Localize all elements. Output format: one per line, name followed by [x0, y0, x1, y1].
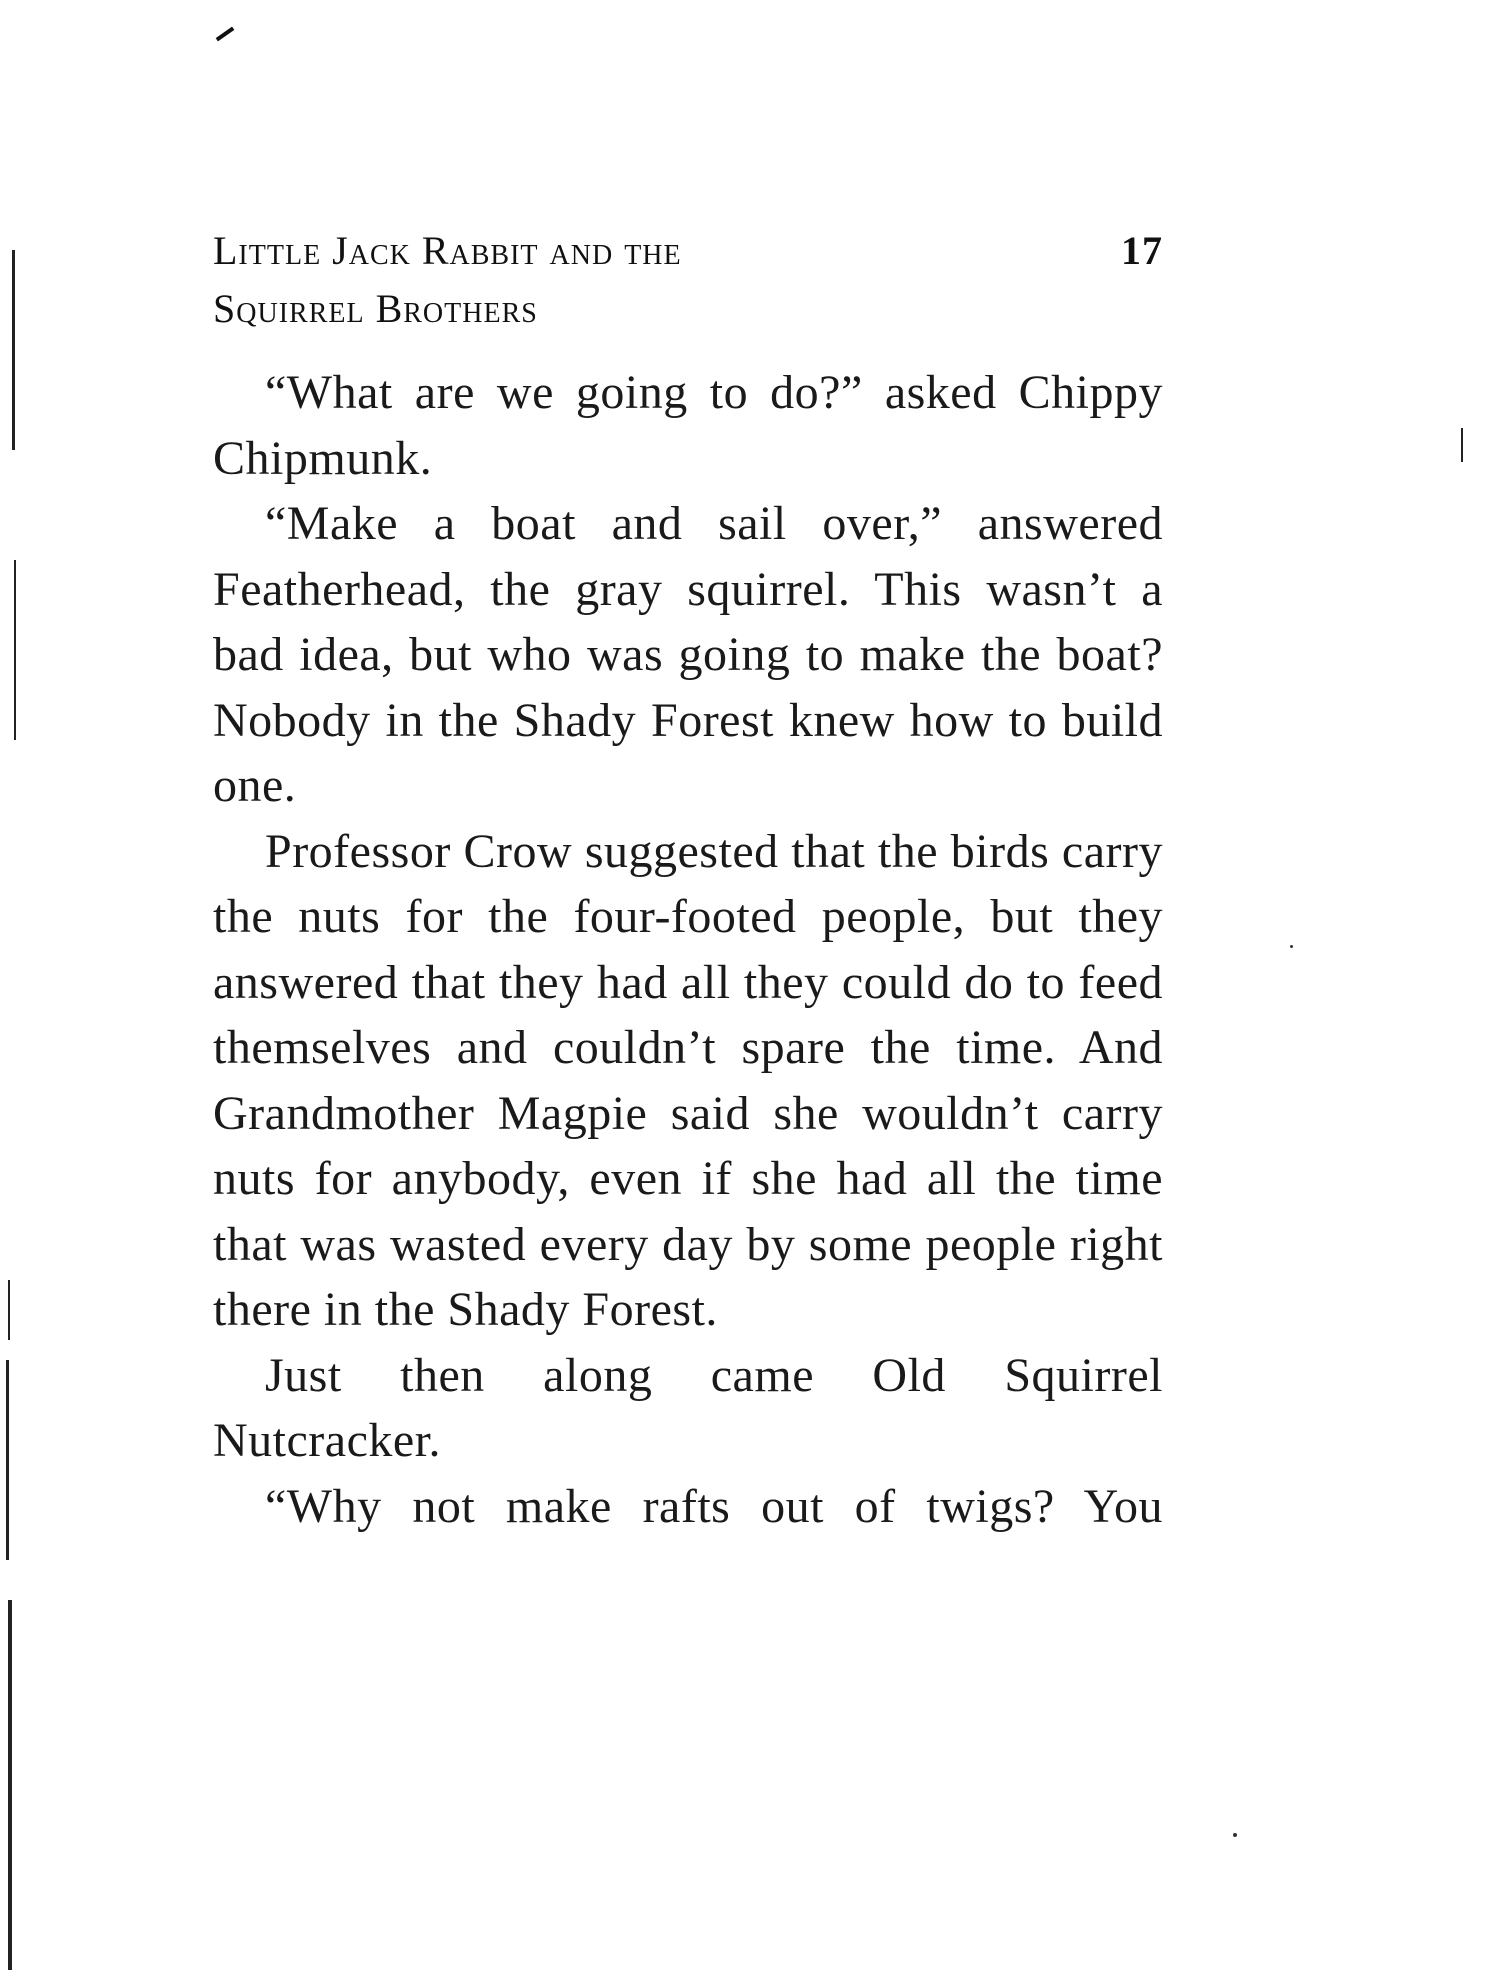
paragraph: “What are we going to do?” asked Chippy Chipmunk.	[213, 366, 1163, 485]
scan-edge-mark	[12, 250, 15, 450]
scan-edge-mark	[8, 1600, 12, 1970]
paragraph: “Why not make rafts out of twigs? You	[265, 1479, 1163, 1533]
paragraph: Just then along came Old Squirrel Nutcracker.	[213, 1348, 1163, 1467]
scan-edge-mark	[6, 1360, 9, 1560]
page-number: 17	[1121, 228, 1163, 273]
scan-edge-mark	[8, 1280, 10, 1340]
scan-edge-mark	[1461, 428, 1463, 462]
running-head	[213, 222, 1163, 338]
running-head-title-line2: Squirrel Brothers	[213, 286, 538, 331]
scan-edge-mark	[14, 560, 16, 740]
running-head-title-line1: Little Jack Rabbit and the	[213, 228, 682, 273]
scan-speck	[1233, 1833, 1237, 1837]
body-text	[213, 360, 1163, 1539]
scan-speck	[1290, 945, 1293, 948]
paragraph: Professor Crow suggested that the birds carry the nuts for the four-footed people, but they answered that they had all they could do to feed themselves and couldn’t spare the time. And Grandmother Magpie said she wouldn’t carry nuts for anybody, even if she had all the time that was wasted every day by some people right there in the Shady Forest.	[213, 824, 1163, 1336]
scan-tick-mark	[216, 27, 235, 42]
paragraph: “Make a boat and sail over,” answered Featherhead, the gray squirrel. This wasn’t a bad idea, but who was going to make the boat? Nobody in the Shady Forest knew how to build one.	[213, 497, 1163, 812]
